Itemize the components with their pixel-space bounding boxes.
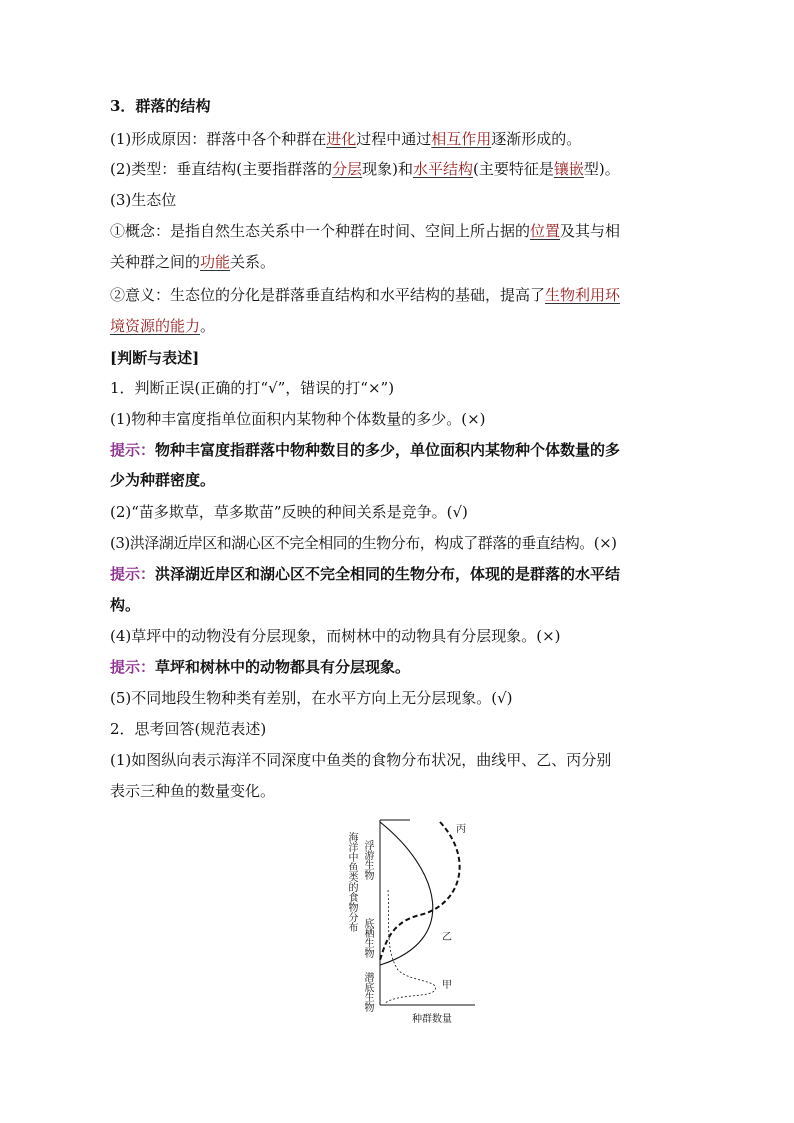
keyword-position: 位置 xyxy=(530,222,561,240)
hint-1-cont: 少为种群密度。 xyxy=(110,471,216,489)
y-axis-label: 海洋中鱼类的食物分布 xyxy=(346,832,357,932)
curve-yi xyxy=(380,822,433,965)
hint-1: 提示：物种丰富度指群落中物种数目的多少，单位面积内某物种个体数量的多 xyxy=(110,441,621,459)
zone-label-benthic: 底栖生物 xyxy=(362,918,373,958)
hint-label: 提示： xyxy=(110,565,156,583)
zone-label-plankton: 浮游生物 xyxy=(362,840,373,880)
keyword-interaction: 相互作用 xyxy=(431,130,492,148)
paragraph-niche-concept-cont: 关种群之间的功能关系。 xyxy=(110,253,276,271)
question-2-1: (1)如图纵向表示海洋不同深度中鱼类的食物分布状况，曲线甲、乙、丙分别 xyxy=(110,751,612,769)
curve-label-yi: 乙 xyxy=(442,932,452,943)
keyword-layering: 分层 xyxy=(332,160,363,178)
keyword-function: 功能 xyxy=(200,253,231,271)
zone-label-burrowing: 潜底生物 xyxy=(362,972,373,1012)
paragraph-types: (2)类型：垂直结构(主要指群落的分层现象)和水平结构(主要特征是镶嵌型)。 xyxy=(110,160,620,178)
section-title: 3．群落的结构 xyxy=(110,97,211,115)
keyword-horizontal-structure: 水平结构 xyxy=(412,160,473,178)
keyword-resource-use-cont: 境资源的能力 xyxy=(110,317,201,335)
hint-label: 提示： xyxy=(110,658,156,676)
statement-4: (4)草坪中的动物没有分层现象，而树林中的动物具有分层现象。(×) xyxy=(110,627,561,645)
paragraph-niche-significance-cont: 境资源的能力。 xyxy=(110,317,216,335)
paragraph-niche-significance: ②意义：生态位的分化是群落垂直结构和水平结构的基础，提高了生物利用环 xyxy=(110,286,621,304)
statement-2: (2)“苗多欺草，草多欺苗”反映的种间关系是竞争。(√) xyxy=(110,503,468,521)
keyword-resource-use: 生物利用环 xyxy=(545,286,621,304)
question-2-title: 2．思考回答(规范表述) xyxy=(110,720,267,738)
statement-1: (1)物种丰富度指单位面积内某物种个体数量的多少。(×) xyxy=(110,410,486,428)
curve-label-bing: 丙 xyxy=(456,824,466,835)
paragraph-formation-cause: (1)形成原因：群落中各个种群在进化过程中通过相互作用逐渐形成的。 xyxy=(110,130,582,148)
paragraph-niche-heading: (3)生态位 xyxy=(110,191,177,209)
keyword-mosaic: 镶嵌 xyxy=(553,160,584,178)
hint-label: 提示： xyxy=(110,441,156,459)
curve-jia xyxy=(385,890,436,1003)
statement-5: (5)不同地段生物种类有差别，在水平方向上无分层现象。(√) xyxy=(110,689,513,707)
keyword-evolution: 进化 xyxy=(326,130,357,148)
question-1-title: 1．判断正误(正确的打“√”，错误的打“×”) xyxy=(110,379,395,397)
question-2-1-cont: 表示三种鱼的数量变化。 xyxy=(110,782,276,800)
x-axis-label: 种群数量 xyxy=(412,1014,452,1025)
hint-3: 提示：洪泽湖近岸区和湖心区不完全相同的生物分布，体现的是群落的水平结 xyxy=(110,565,621,583)
statement-3: (3)洪泽湖近岸区和湖心区不完全相同的生物分布，构成了群落的垂直结构。(×) xyxy=(110,534,617,552)
hint-4: 提示：草坪和树林中的动物都具有分层现象。 xyxy=(110,658,411,676)
paragraph-niche-concept: ①概念：是指自然生态关系中一个种群在时间、空间上所占据的位置及其与相 xyxy=(110,222,621,240)
judge-heading: [判断与表述] xyxy=(110,349,200,367)
curve-label-jia: 甲 xyxy=(442,980,452,991)
hint-3-cont: 构。 xyxy=(110,596,141,614)
fish-food-distribution-figure xyxy=(330,810,480,1025)
